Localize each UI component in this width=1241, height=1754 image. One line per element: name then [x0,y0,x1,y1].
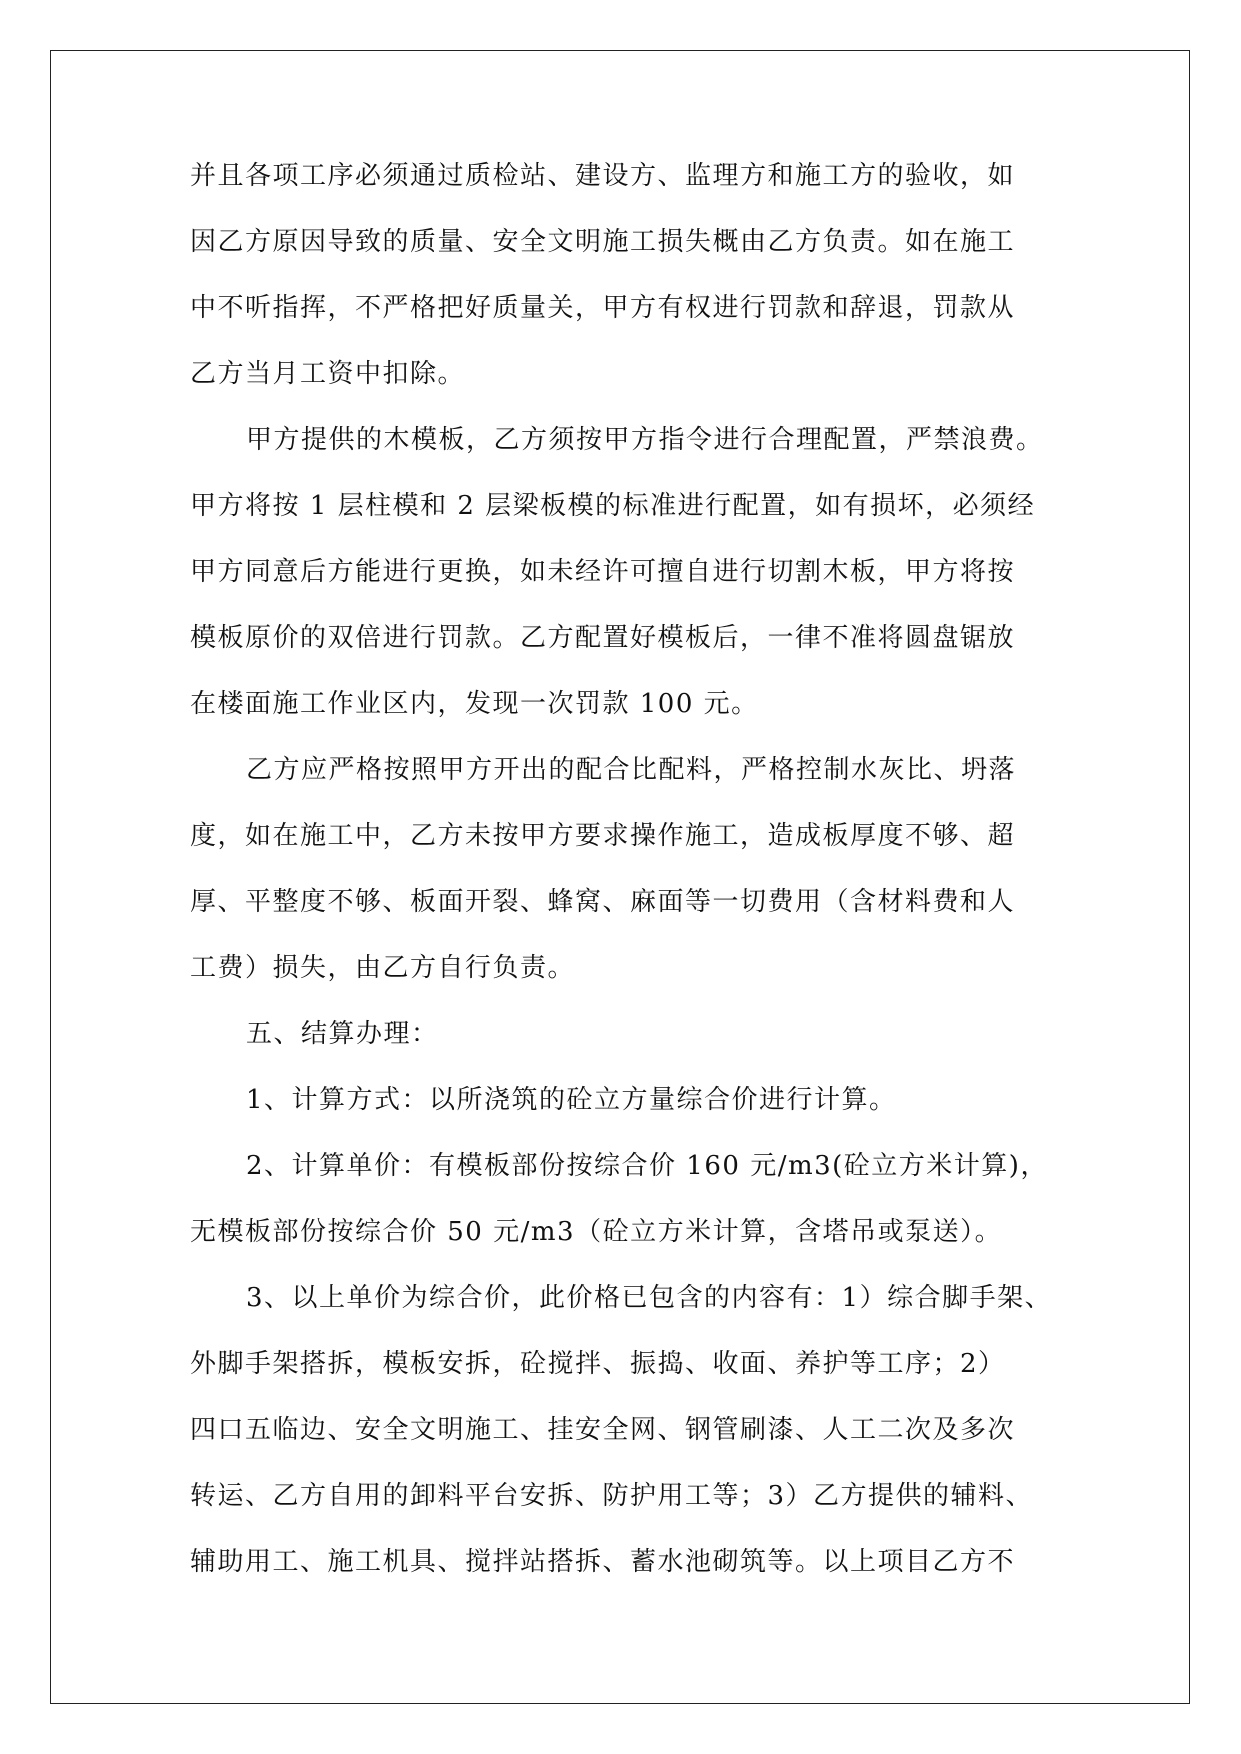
text-line: 因乙方原因导致的质量、安全文明施工损失概由乙方负责。如在施工 [190,227,1016,257]
text-line: 在楼面施工作业区内，发现一次罚款 100 元。 [190,689,759,719]
text-line: 转运、乙方自用的卸料平台安拆、防护用工等；3）乙方提供的辅料、 [190,1481,1034,1511]
text-line: 无模板部份按综合价 50 元/m3（砼立方米计算，含塔吊或泵送）。 [190,1217,1003,1247]
text-line: 外脚手架搭拆，模板安拆，砼搅拌、振捣、收面、养护等工序；2） [190,1349,1006,1379]
text-line: 厚、平整度不够、板面开裂、蜂窝、麻面等一切费用（含材料费和人 [190,887,1016,917]
text-line: 并且各项工序必须通过质检站、建设方、监理方和施工方的验收，如 [190,161,1016,191]
text-line: 中不听指挥，不严格把好质量关，甲方有权进行罚款和辞退，罚款从 [190,293,1016,323]
section-heading: 五、结算办理： [246,1019,439,1049]
text-line: 辅助用工、施工机具、搅拌站搭拆、蓄水池砌筑等。以上项目乙方不 [190,1547,1016,1577]
text-line: 甲方将按 1 层柱模和 2 层梁板模的标准进行配置，如有损坏，必须经 [190,491,1036,521]
text-line: 1、计算方式：以所浇筑的砼立方量综合价进行计算。 [246,1085,897,1115]
text-line: 模板原价的双倍进行罚款。乙方配置好模板后，一律不准将圆盘锯放 [190,623,1016,653]
text-line: 2、计算单价：有模板部份按综合价 160 元/m3(砼立方米计算)， [246,1151,1048,1181]
text-line: 度，如在施工中，乙方未按甲方要求操作施工，造成板厚度不够、超 [190,821,1016,851]
text-line: 甲方提供的木模板，乙方须按甲方指令进行合理配置，严禁浪费。 [246,425,1044,455]
text-line: 乙方应严格按照甲方开出的配合比配料，严格控制水灰比、坍落 [246,755,1017,785]
document-body [190,158,1090,1610]
text-line: 四口五临边、安全文明施工、挂安全网、钢管刷漆、人工二次及多次 [190,1415,1016,1445]
text-line: 乙方当月工资中扣除。 [190,359,466,389]
text-line: 工费）损失，由乙方自行负责。 [190,953,576,983]
text-line: 3、以上单价为综合价，此价格已包含的内容有：1）综合脚手架、 [246,1283,1053,1313]
text-line: 甲方同意后方能进行更换，如未经许可擅自进行切割木板，甲方将按 [190,557,1016,587]
